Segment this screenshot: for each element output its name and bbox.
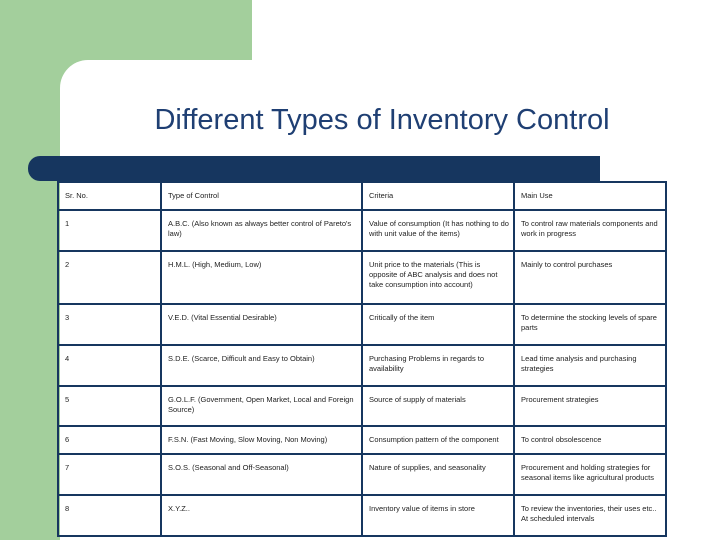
slide-title: Different Types of Inventory Control [154,104,610,136]
cell-sr-no: 4 [58,345,161,386]
header-sr-no: Sr. No. [58,182,161,210]
cell-type-of-control: X.Y.Z.. [161,495,362,536]
table-header-row [58,182,666,210]
inventory-control-table [57,181,667,537]
cell-type-of-control: H.M.L. (High, Medium, Low) [161,251,362,304]
cell-main-use: To determine the stocking levels of spare parts [514,304,666,345]
cell-sr-no: 1 [58,210,161,251]
title-divider-bar [28,156,600,181]
cell-main-use: To control obsolescence [514,426,666,454]
table-row [58,210,666,251]
cell-criteria: Value of consumption (It has nothing to do with unit value of the items) [362,210,514,251]
cell-criteria: Consumption pattern of the component [362,426,514,454]
cell-type-of-control: S.D.E. (Scarce, Difficult and Easy to Obtain) [161,345,362,386]
cell-main-use: Lead time analysis and purchasing strategies [514,345,666,386]
table-row [58,251,666,304]
cell-type-of-control: G.O.L.F. (Government, Open Market, Local and Foreign Source) [161,386,362,427]
table-row [58,454,666,495]
cell-criteria: Source of supply of materials [362,386,514,427]
background-green-strip [0,0,60,540]
cell-main-use: To review the inventories, their uses etc.. At scheduled intervals [514,495,666,536]
cell-main-use: Mainly to control purchases [514,251,666,304]
cell-type-of-control: V.E.D. (Vital Essential Desirable) [161,304,362,345]
table-row [58,426,666,454]
table-row [58,345,666,386]
cell-criteria: Critically of the item [362,304,514,345]
cell-main-use: Procurement and holding strategies for seasonal items like agricultural products [514,454,666,495]
table-row [58,495,666,536]
cell-sr-no: 8 [58,495,161,536]
table-row [58,386,666,427]
cell-criteria: Unit price to the materials (This is opposite of ABC analysis and does not take consumption into account) [362,251,514,304]
cell-type-of-control: A.B.C. (Also known as always better control of Pareto's law) [161,210,362,251]
cell-sr-no: 3 [58,304,161,345]
cell-criteria: Nature of supplies, and seasonality [362,454,514,495]
cell-criteria: Purchasing Problems in regards to availability [362,345,514,386]
cell-criteria: Inventory value of items in store [362,495,514,536]
cell-type-of-control: F.S.N. (Fast Moving, Slow Moving, Non Moving) [161,426,362,454]
header-criteria: Criteria [362,182,514,210]
cell-sr-no: 6 [58,426,161,454]
header-type-of-control: Type of Control [161,182,362,210]
cell-sr-no: 2 [58,251,161,304]
header-main-use: Main Use [514,182,666,210]
table-row [58,304,666,345]
cell-sr-no: 7 [58,454,161,495]
cell-main-use: To control raw materials components and work in progress [514,210,666,251]
cell-main-use: Procurement strategies [514,386,666,427]
cell-sr-no: 5 [58,386,161,427]
cell-type-of-control: S.O.S. (Seasonal and Off-Seasonal) [161,454,362,495]
